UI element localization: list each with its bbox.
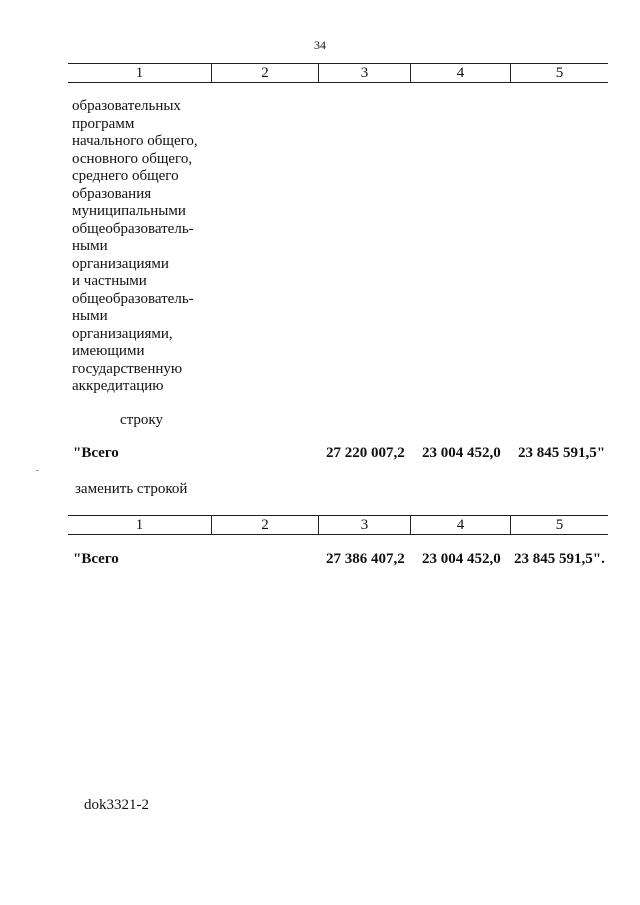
document-code: dok3321-2 — [84, 797, 149, 813]
description-line: среднего общего — [72, 168, 179, 184]
description-line: и частными — [72, 273, 147, 289]
description-line: общеобразователь- — [72, 290, 194, 307]
line-label: строку — [120, 412, 163, 428]
column-header-1: 1 — [135, 517, 144, 533]
old-row-label: "Всего — [73, 445, 119, 461]
new-row-label: "Всего — [73, 551, 119, 567]
description-line: аккредитацию — [72, 378, 164, 394]
column-header-4: 4 — [456, 517, 465, 533]
old-row-col4: 23 004 452,0 — [422, 445, 501, 461]
column-header-5: 5 — [555, 517, 564, 533]
description-line: основного общего, — [72, 150, 193, 167]
description-line: ными — [72, 238, 108, 254]
row-description — [72, 98, 222, 396]
description-line: государственную — [72, 360, 183, 377]
column-header-2: 2 — [261, 517, 269, 533]
description-line: ными — [72, 308, 108, 324]
replace-label: заменить строкой — [75, 481, 188, 497]
old-row-col5: 23 845 591,5" — [518, 445, 606, 461]
description-line: муниципальными — [72, 203, 186, 219]
column-header-row-bottom — [68, 515, 608, 535]
column-header-5: 5 — [555, 65, 564, 81]
description-line: образования — [72, 185, 152, 202]
column-header-3: 3 — [360, 517, 369, 533]
new-row-col5: 23 845 591,5". — [514, 551, 605, 567]
description-line: организациями, — [72, 325, 173, 342]
column-header-2: 2 — [261, 65, 269, 81]
description-line: организациями — [72, 255, 169, 272]
description-line: общеобразователь- — [72, 220, 194, 237]
description-line: начального общего, — [72, 133, 198, 149]
new-row-col4: 23 004 452,0 — [422, 551, 501, 567]
margin-mark — [36, 470, 39, 471]
new-row-col3: 27 386 407,2 — [326, 551, 405, 567]
description-line: образовательных — [72, 98, 181, 114]
old-row-col3: 27 220 007,2 — [326, 445, 405, 461]
column-header-1: 1 — [135, 65, 144, 81]
column-header-row-top — [68, 63, 608, 83]
page-number: 34 — [314, 38, 326, 52]
column-header-4: 4 — [456, 65, 465, 81]
description-line: имеющими — [72, 343, 145, 359]
description-line: программ — [72, 115, 135, 132]
column-header-3: 3 — [360, 65, 369, 81]
